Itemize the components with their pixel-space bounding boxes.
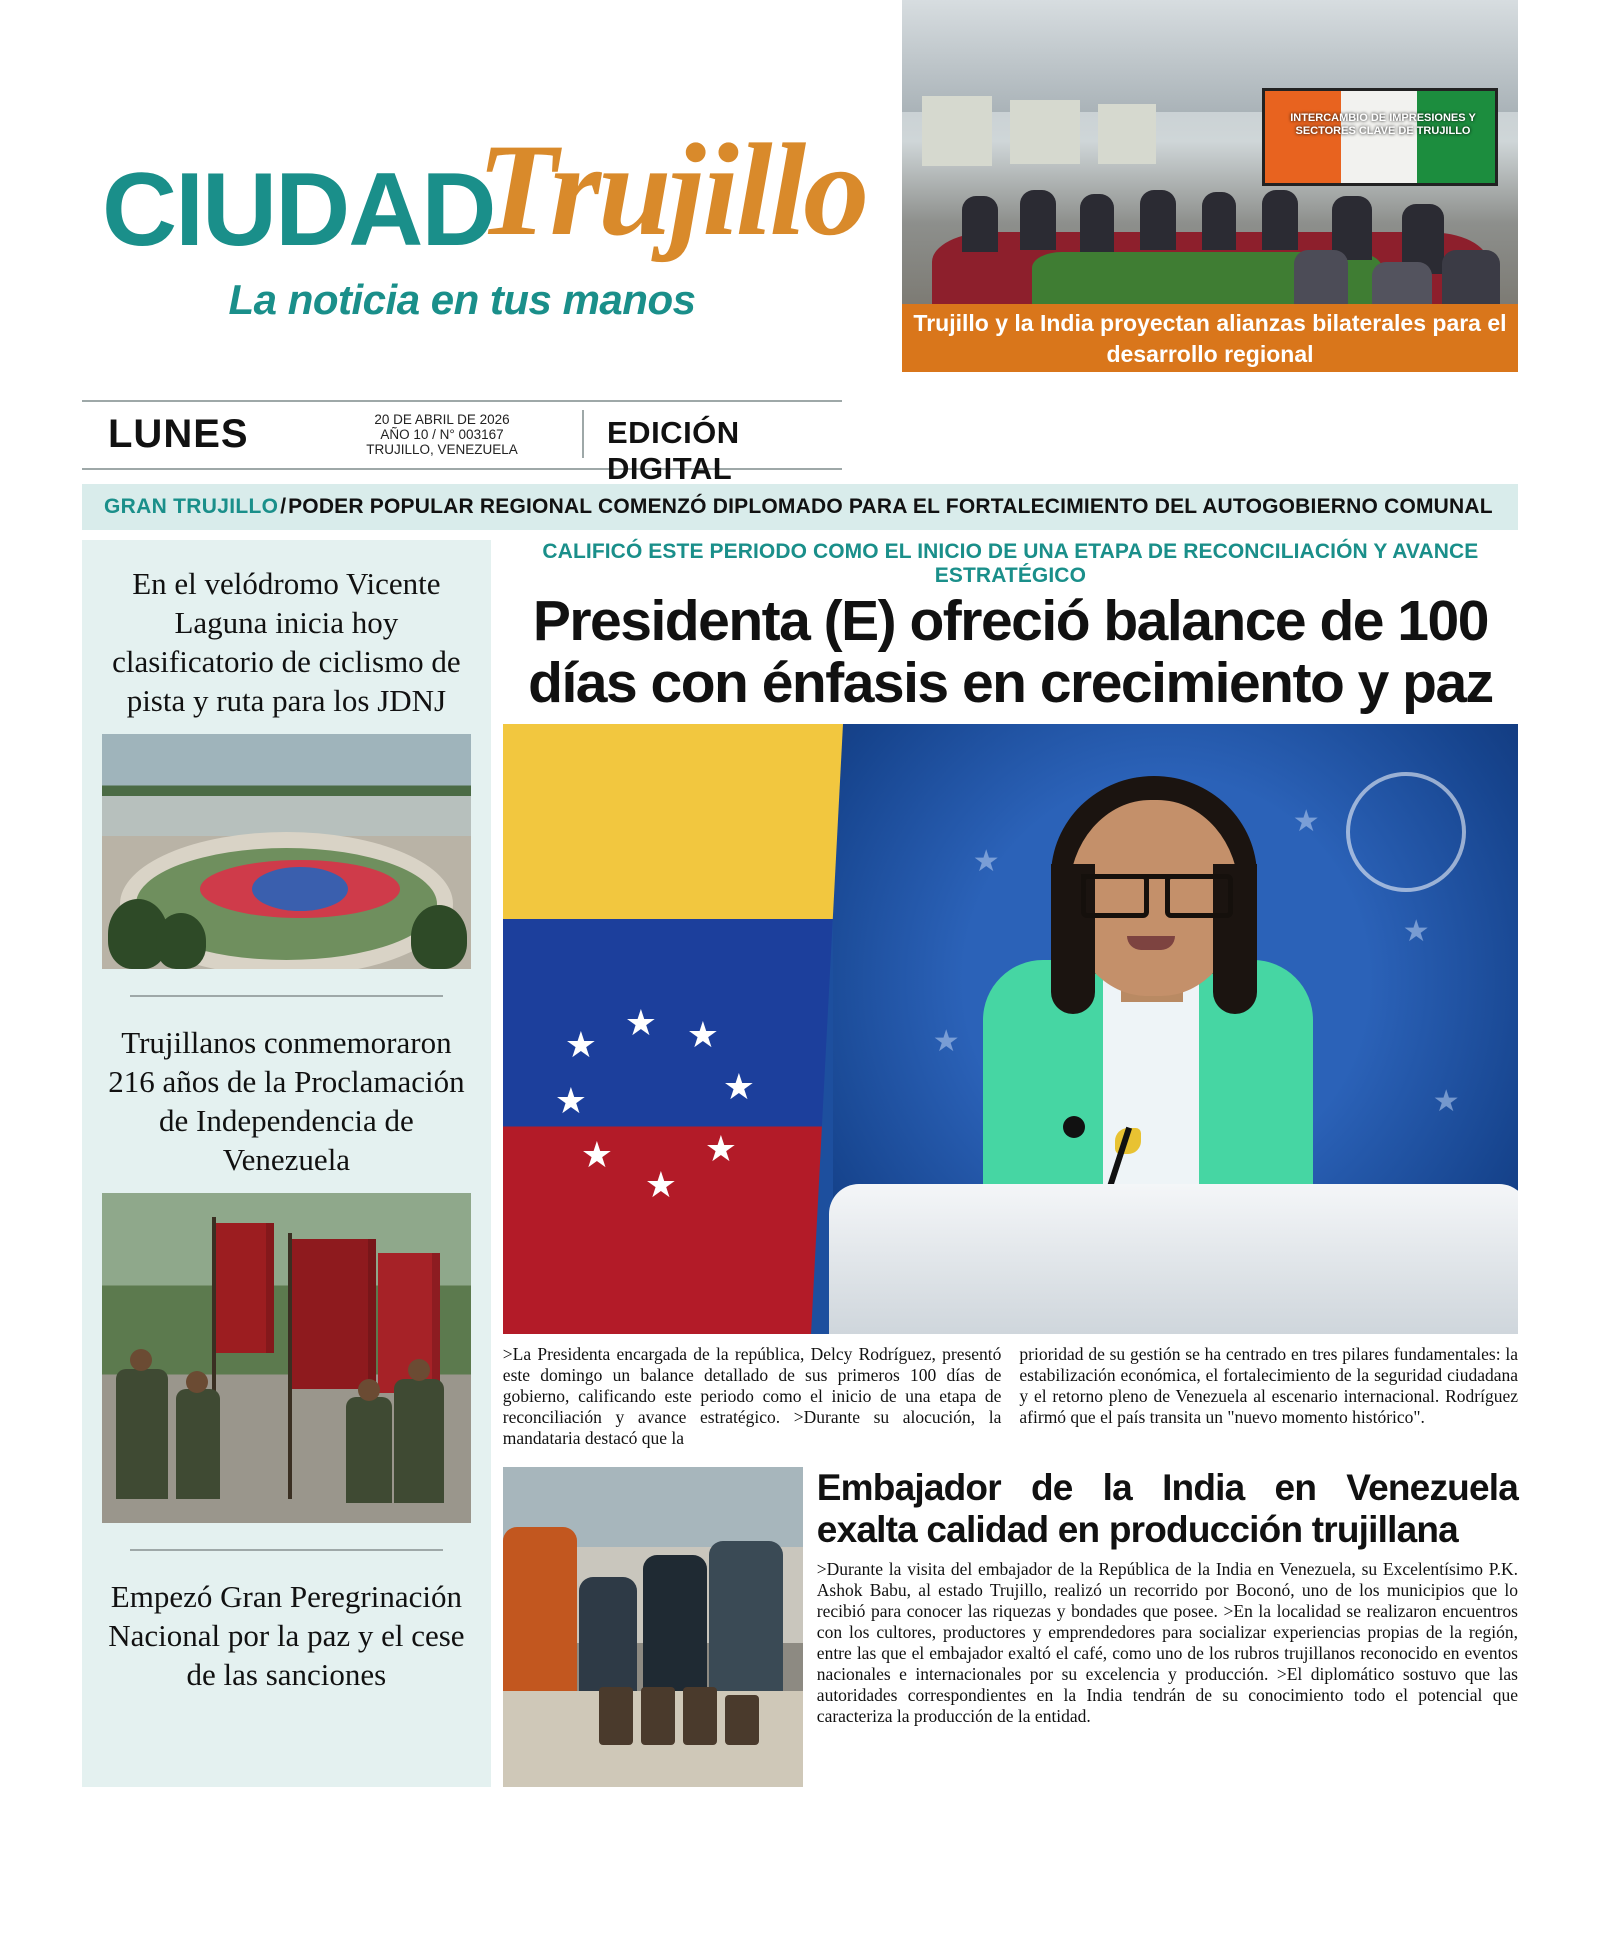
logo-trujillo-text: Trujillo	[477, 116, 867, 263]
sidebar-item-3[interactable]	[102, 1577, 471, 1694]
masthead	[82, 0, 1518, 400]
military-illustration	[102, 1193, 471, 1523]
main-column	[503, 540, 1518, 1787]
sidebar-item-2-title: Trujillanos conmemoraron 216 años de la Proclamación de Independencia de Venezuela	[108, 1025, 465, 1177]
main-story-body	[503, 1344, 1518, 1449]
stage-screen-text: INTERCAMBIO DE IMPRESIONES Y SECTORES CLAVE DE TRUJILLO	[1290, 112, 1476, 137]
logo-ciudad-text: CIUDAD	[102, 152, 495, 268]
section-strip	[82, 484, 1518, 530]
sidebar-item-3-title: Empezó Gran Peregrinación Nacional por la paz y el cese de las sanciones	[108, 1579, 465, 1692]
sidebar-item-1[interactable]	[102, 564, 471, 969]
top-photo	[902, 0, 1518, 372]
datebar-divider	[582, 410, 584, 458]
sidebar	[82, 540, 491, 1787]
presidenta-podium-photo	[503, 724, 1518, 1334]
strip-headline: PODER POPULAR REGIONAL COMENZÓ DIPLOMADO PARA EL FORTALECIMIENTO DEL AUTOGOBIERNO COMUNAL	[288, 495, 1493, 518]
second-story	[503, 1467, 1518, 1787]
main-story-headline[interactable]: Presidenta (E) ofreció balance de 100 días con énfasis en crecimiento y paz	[528, 589, 1493, 715]
content-area	[82, 540, 1518, 1787]
military-flags-photo	[102, 1193, 471, 1523]
top-photo-caption: Trujillo y la India proyectan alianzas bilaterales para el desarrollo regional	[902, 304, 1518, 372]
issue-place: TRUJILLO, VENEZUELA	[366, 442, 518, 457]
sidebar-item-1-title: En el velódromo Vicente Laguna inicia hoy clasificatorio de ciclismo de pista y ruta para los JDNJ	[112, 566, 461, 718]
issue-meta	[342, 412, 542, 457]
second-story-body: >Durante la visita del embajador de la República de la India en Venezuela, su Excelentísimo P.K. Ashok Babu, al estado Trujillo, realizó un recorrido por Boconó, uno de los municipios que lo recibió para conocer las riquezas y bondades que posee. >En la localidad se realizaron encuentros con los cultores, productores y emprendedores para socializar experiencias propias de la región, entre las que el embajador exaltó el café, como uno de los rubros trujillanos reconocido en eventos nacionales e internacionales por su excelencia y producción. >El diplomático sostuvo que las autoridades correspondientes en la India tendrán de su conocimiento todo el potencial que caracteriza la producción de la entidad.	[816, 1559, 1518, 1726]
weekday-label: LUNES	[108, 412, 249, 456]
coffee-producers-photo	[503, 1467, 803, 1787]
main-story-body-col1: >La Presidenta encargada de la república, Delcy Rodríguez, presentó este domingo un balance detallado de sus primeros 100 días de gobierno, calificando este periodo como el inicio de una etapa de reconciliación y avance estratégico. >Durante su alocución, la mandataria destacó que la	[502, 1344, 1002, 1448]
logo	[82, 116, 867, 324]
strip-slash: /	[280, 495, 287, 518]
market-illustration	[503, 1467, 803, 1787]
presidenta-illustration: ★ ★ ★ ★ ★ ★ ★ ★ ★ ★ ★ ★ ★	[503, 724, 1518, 1334]
velodrome-photo	[102, 734, 471, 969]
issue-number: AÑO 10 / N° 003167	[380, 427, 504, 442]
institutional-seal	[1346, 772, 1466, 892]
logo-slogan: La noticia en tus manos	[228, 276, 696, 323]
velodrome-illustration	[102, 734, 471, 969]
date-bar	[82, 400, 842, 486]
main-story-kicker: CALIFICÓ ESTE PERIODO COMO EL INICIO DE UNA ETAPA DE RECONCILIACIÓN Y AVANCE ESTRATÉGICO	[542, 540, 1479, 587]
sidebar-item-2[interactable]	[102, 1023, 471, 1523]
issue-date: 20 DE ABRIL DE 2026	[374, 412, 510, 427]
strip-section-tag: GRAN TRUJILLO	[104, 495, 279, 518]
sidebar-divider-2	[130, 1549, 443, 1551]
sidebar-divider-1	[130, 995, 443, 997]
second-story-headline[interactable]: Embajador de la India en Venezuela exalta calidad en producción trujillana	[816, 1467, 1518, 1550]
main-story-body-col2: prioridad de su gestión se ha centrado en tres pilares fundamentales: la estabilización económica, el fortalecimiento de la seguridad ciudadana y el retorno pleno de Venezuela al escenario internacional. Rodríguez afirmó que el país transita un "nuevo momento histórico".	[1019, 1344, 1519, 1427]
second-story-text	[817, 1467, 1518, 1787]
edition-label: EDICIÓN DIGITAL	[607, 415, 740, 486]
